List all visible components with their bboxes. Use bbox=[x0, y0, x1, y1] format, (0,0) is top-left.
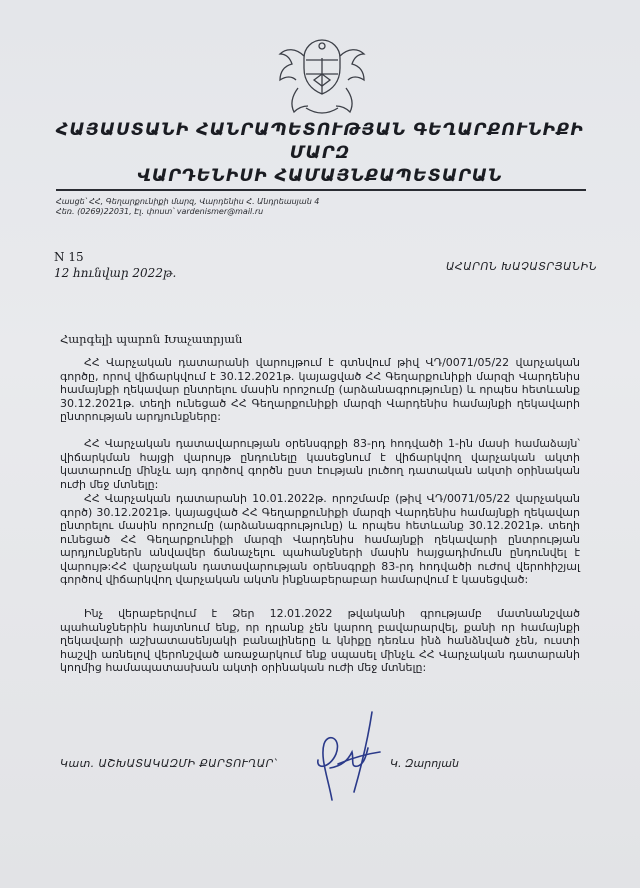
header-divider bbox=[56, 189, 586, 191]
recipient-name: ԱՀԱՐՈՆ ԽԱՉԱՏՐՅԱՆԻՆ bbox=[446, 260, 598, 273]
header-title-line2: ՄԱՐԶ bbox=[289, 143, 351, 163]
header-title-line3: ՎԱՐԴԵՆԻՍԻ ՀԱՄԱՅՆՔԱՊԵՏԱՐԱՆ bbox=[137, 166, 503, 186]
paragraph-3: ՀՀ Վարչական դատարանի 10.01.2022թ. որոշմամբ (թիվ ՎԴ/0071/05/22 վարչական գործ) 30.12.2021թ. կայացված ՀՀ Գեղարքունիքի մարզի Վարդենիս համայնքի ղեկավար ընտրելու մասին որոշումը (արձանագրությունը) և որպես հետևանք 30.12.2021թ. տեղի ունեցած ՀՀ Գեղարքունիքի մարզի Վարդենիս համայնքի ղեկավարի ընտրության արդյունքներն անվավեր ճանաչելու պահանջների մասին հայցադիմումն ընդունվել է վարույթ:ՀՀ վարչական դատավարության օրենսգրքի 83-րդ հոդվածի ուժով վերոհիշյալ գործով վիճարկվող վարչական ակտն ինքնաբերաբար համարվում է կասեցված: bbox=[60, 492, 580, 586]
handwritten-signature bbox=[302, 708, 392, 808]
coat-of-arms-icon bbox=[276, 34, 368, 122]
paragraph-1: ՀՀ Վարչական դատարանի վարույթում է գտնվում թիվ ՎԴ/0071/05/22 վարչական գործը, որով վիճարկվում է 30.12.2021թ. կայացված ՀՀ Գեղարքունիքի մարզի Վարդենիս համայնքի ղեկավար ընտրելու մասին որոշումը (արձանագրությունը) և որպես հետևանք 30.12.2021թ. տեղի ունեցած ՀՀ Գեղարքունիքի մարզի Վարդենիս համայնքի ղեկավարի ընտրության արդյունքները: bbox=[60, 356, 580, 423]
document-number: N 15 bbox=[54, 250, 84, 264]
greeting: Հարգելի պարոն Խաչատրյան bbox=[60, 332, 243, 346]
signatory-position: Կատ. ԱՇԽԱՏԱԿԱԶՄԻ ՔԱՐՏՈՒՂԱՐ՝ bbox=[60, 757, 277, 770]
header-address: Հասցե՝ ՀՀ, Գեղարքունիքի մարզ, Վարդենիս Հ. Անդրեասյան 4 bbox=[56, 197, 320, 206]
signatory-name: Կ. Զարոյան bbox=[390, 757, 459, 770]
paragraph-4: Ինչ վերաբերվում է Ձեր 12.01.2022 թվականի գրությամբ մատնանշված պահանջներին հայտնում ենք, որ դրանք չեն կարող բավարարվել, քանի որ համայնքի ղեկավարի աշխատասենյակի բանալիները և կնիքը դեռևս ինձ հանձնված չեն, ուստի հաշվի առնելով վերոնշված առաջարկում ենք սպասել մինչև ՀՀ Վարչական դատարանի կողմից համապատասխան ակտի օրինական ուժի մեջ մտնելը: bbox=[60, 607, 580, 674]
header-title-line1: ՀԱՅԱՍՏԱՆԻ ՀԱՆՐԱՊԵՏՈՒԹՅԱՆ ԳԵՂԱՐՔՈՒՆԻՔԻ bbox=[56, 120, 584, 140]
header-contacts: Հեռ. (0269)22031, Էլ. փոստ՝ vardenismer@mail.ru bbox=[56, 207, 264, 216]
paragraph-2: ՀՀ Վարչական դատավարության օրենսգրքի 83-րդ հոդվածի 1-ին մասի համաձայն՝ վիճարկման հայցի վարույթ ընդունելը կասեցնում է վիճարկվող վարչական ակտի կատարումը մինչև այդ գործով գործն ըստ էության լուծող դատական ակտի օրինական ուժի մեջ մտնելը: bbox=[60, 437, 580, 491]
document-date: 12 հունվար 2022թ. bbox=[54, 266, 177, 280]
